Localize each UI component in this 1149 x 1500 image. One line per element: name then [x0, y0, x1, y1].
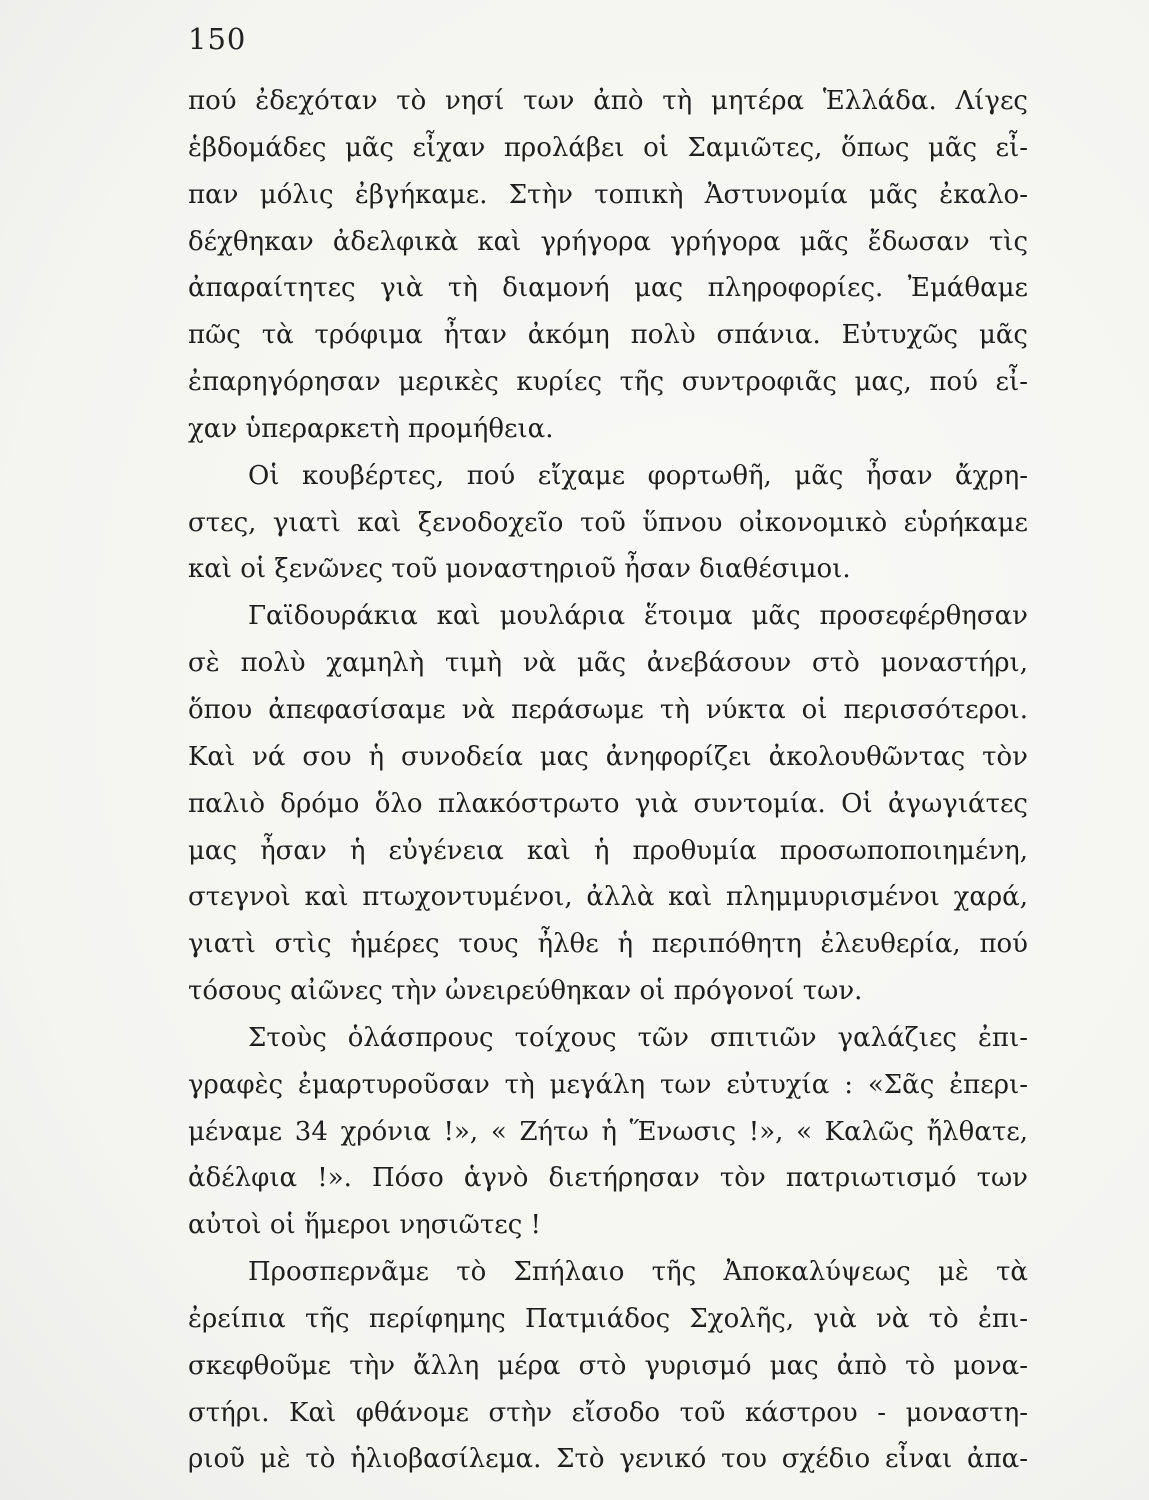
- body-text: [188, 78, 1028, 1483]
- text-line: ἀδέλφια !». Πόσο ἁγνὸ διετήρησαν τὸν πατριωτισμό των: [188, 1163, 1028, 1194]
- text-line: σὲ πολὺ χαμηλὴ τιμὴ νὰ μᾶς ἀνεβάσουν στὸ μοναστήρι,: [188, 648, 1028, 679]
- text-line: παν μόλις ἐβγήκαμε. Στὴν τοπικὴ Ἀστυνομία μᾶς ἐκαλο-: [188, 179, 1028, 210]
- text-line: ἑβδομάδες μᾶς εἶχαν προλάβει οἱ Σαμιῶτες, ὅπως μᾶς εἶ-: [188, 132, 1028, 163]
- page-number: 150: [188, 22, 247, 56]
- text-line: σκεφθοῦμε τὴν ἄλλη μέρα στὸ γυρισμό μας ἀπὸ τὸ μονα-: [188, 1350, 1028, 1381]
- text-line: στήρι. Καὶ φθάνομε στὴν εἴσοδο τοῦ κάστρου - μοναστη-: [188, 1397, 1028, 1428]
- text-line: στεγνοὶ καὶ πτωχοντυμένοι, ἀλλὰ καὶ πλημμυρισμένοι χαρά,: [188, 882, 1028, 913]
- text-line: γιατὶ στὶς ἡμέρες τους ἦλθε ἡ περιπόθητη ἐλευθερία, πού: [188, 929, 1028, 960]
- text-line: ριοῦ μὲ τὸ ἡλιοβασίλεμα. Στὸ γενικό του σχέδιο εἶναι ἀπα-: [188, 1444, 1028, 1475]
- text-line: αὐτοὶ οἱ ἥμεροι νησιῶτες !: [188, 1210, 541, 1241]
- text-line: ἐρείπια τῆς περίφημης Πατμιάδος Σχολῆς, γιὰ νὰ τὸ ἐπι-: [188, 1303, 1028, 1334]
- text-line: τόσους αἰῶνες τὴν ὠνειρεύθηκαν οἱ πρόγονοί των.: [188, 976, 863, 1007]
- text-line: καὶ οἱ ξενῶνες τοῦ μοναστηριοῦ ἦσαν διαθέσιμοι.: [188, 554, 851, 585]
- text-line: μέναμε 34 χρόνια !», « Ζήτω ἡ Ἕνωσις !», « Καλῶς ἤλθατε,: [188, 1116, 1028, 1147]
- text-line: Οἱ κουβέρτες, πού εἴχαμε φορτωθῆ, μᾶς ἦσαν ἄχρη-: [248, 460, 1028, 491]
- text-line: ὅπου ἀπεφασίσαμε νὰ περάσωμε τὴ νύκτα οἱ περισσότεροι.: [188, 694, 1028, 725]
- text-line: παλιὸ δρόμο ὅλο πλακόστρωτο γιὰ συντομία. Οἱ ἀγωγιάτες: [188, 788, 1028, 819]
- text-line: ἐπαρηγόρησαν μερικὲς κυρίες τῆς συντροφιᾶς μας, πού εἶ-: [188, 367, 1028, 398]
- text-line: ἀπαραίτητες γιὰ τὴ διαμονή μας πληροφορίες. Ἐμάθαμε: [188, 273, 1028, 304]
- text-line: χαν ὑπεραρκετὴ προμήθεια.: [188, 413, 554, 444]
- text-line: Προσπερνᾶμε τὸ Σπήλαιο τῆς Ἀποκαλύψεως μὲ τὰ: [248, 1257, 1028, 1288]
- text-line: μας ἦσαν ἡ εὐγένεια καὶ ἡ προθυμία προσωποποιημένη,: [188, 835, 1028, 866]
- text-line: πῶς τὰ τρόφιμα ἦταν ἀκόμη πολὺ σπάνια. Εὐτυχῶς μᾶς: [188, 320, 1028, 351]
- text-line: στες, γιατὶ καὶ ξενοδοχεῖο τοῦ ὕπνου οἰκονομικὸ εὑρήκαμε: [188, 507, 1028, 538]
- text-line: Καὶ νά σου ἡ συνοδεία μας ἀνηφορίζει ἀκολουθῶντας τὸν: [188, 741, 1028, 772]
- text-line: Στοὺς ὁλάσπρους τοίχους τῶν σπιτιῶν γαλάζιες ἐπι-: [248, 1022, 1028, 1053]
- text-line: δέχθηκαν ἀδελφικὰ καὶ γρήγορα γρήγορα μᾶς ἔδωσαν τὶς: [188, 226, 1028, 257]
- text-line: πού ἐδεχόταν τὸ νησί των ἀπὸ τὴ μητέρα Ἑλλάδα. Λίγες: [188, 86, 1028, 116]
- text-line: Γαϊδουράκια καὶ μουλάρια ἕτοιμα μᾶς προσεφέρθησαν: [248, 601, 1028, 632]
- text-line: γραφὲς ἐμαρτυροῦσαν τὴ μεγάλη των εὐτυχία : «Σᾶς ἐπερι-: [188, 1069, 1028, 1100]
